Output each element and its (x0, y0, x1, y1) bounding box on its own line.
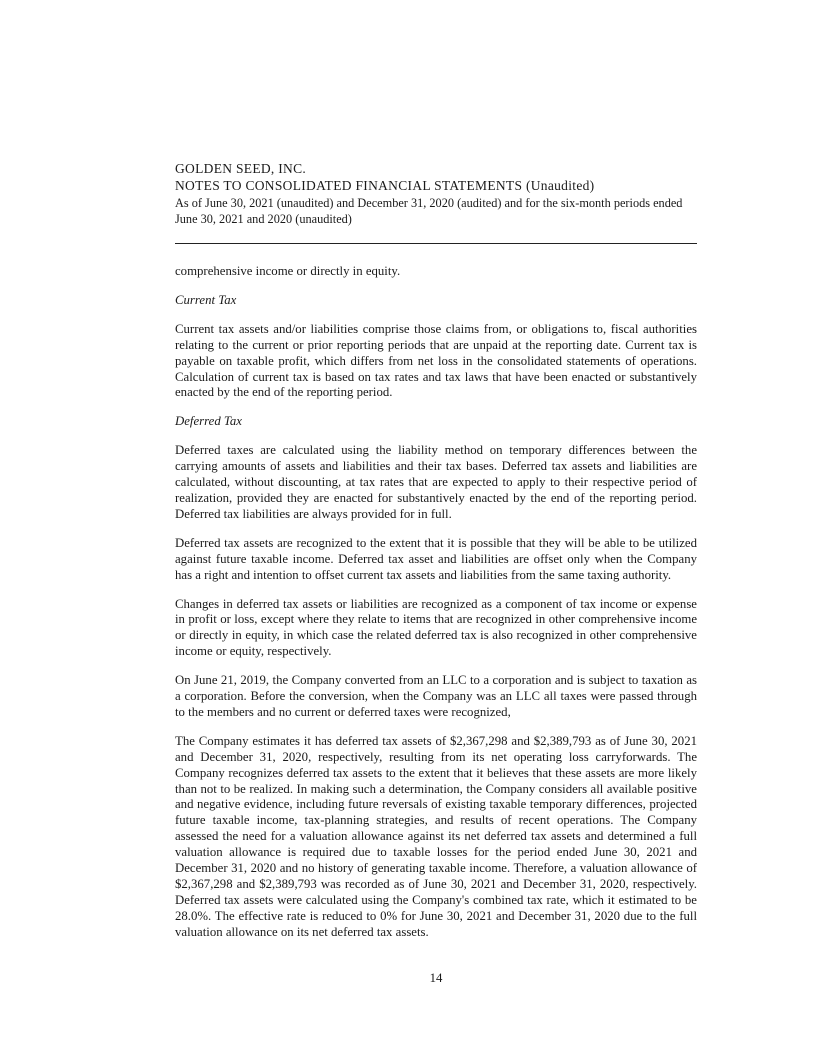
deferred-tax-paragraph-3: Changes in deferred tax assets or liabilities are recognized as a component of tax income or expense in profit or loss, except where they relate to items that are recognized in other comprehensive income or directly in equity, in which case the related deferred tax is also recognized in other comprehensive income or equity, respectively. (175, 596, 697, 659)
intro-paragraph: comprehensive income or directly in equity. (175, 264, 401, 278)
deferred-tax-paragraph-2: Deferred tax assets are recognized to the extent that it is possible that they will be able to be utilized against future taxable income. Deferred tax asset and liabilities are offset only when the Company has a right and intention to offset current tax assets and liabilities from the same taxing authority. (175, 535, 697, 582)
company-name: GOLDEN SEED, INC. (175, 161, 307, 176)
current-tax-paragraph: Current tax assets and/or liabilities comprise those claims from, or obligations to, fiscal authorities relating to the current or prior reporting periods that are unpaid at the reporting date. Current tax is payable on taxable profit, which differs from net loss in the consolidated statements of operations. Calculation of current tax is based on tax rates and tax laws that have been enacted or substantively enacted by the end of the reporting period. (175, 321, 697, 400)
document-body (175, 264, 697, 941)
deferred-tax-paragraph-5: The Company estimates it has deferred tax assets of $2,367,298 and $2,389,793 as of June 30, 2021 and December 31, 2020, respectively, resulting from its net operating loss carryforwards. The Company recognizes deferred tax assets to the extent that it believes that these assets are more likely than not to be realized. In making such a determination, the Company considers all available positive and negative evidence, including future reversals of existing taxable temporary differences, projected future taxable income, tax-planning strategies, and results of recent operations. The Company assessed the need for a valuation allowance against its net deferred tax assets and determined a full valuation allowance is required due to taxable losses for the period ended June 30, 2021 and December 31, 2020 and no history of generating taxable income. Therefore, a valuation allowance of $2,367,298 and $2,389,793 was recorded as of June 30, 2021 and December 31, 2020, respectively. Deferred tax assets were calculated using the Company's combined tax rate, which it estimated to be 28.0%. The effective rate is reduced to 0% for June 30, 2021 and December 31, 2020 due to the full valuation allowance on its net deferred tax assets. (175, 733, 697, 939)
document-content (175, 160, 697, 986)
document-title: NOTES TO CONSOLIDATED FINANCIAL STATEMENTS (Unaudited) (175, 178, 595, 193)
page-number: 14 (429, 970, 443, 985)
document-header (175, 160, 697, 244)
section-heading-current-tax: Current Tax (175, 292, 237, 307)
document-subtitle: As of June 30, 2021 (unaudited) and December 31, 2020 (audited) and for the six-month periods ended June 30, 2021 and 2020 (unaudited) (175, 196, 683, 226)
deferred-tax-paragraph-4: On June 21, 2019, the Company converted from an LLC to a corporation and is subject to taxation as a corporation. Before the conversion, when the Company was an LLC all taxes were passed through to the members and no current or deferred taxes were recognized, (175, 673, 697, 719)
deferred-tax-paragraph-1: Deferred taxes are calculated using the liability method on temporary differences between the carrying amounts of assets and liabilities and their tax bases. Deferred tax assets and liabilities are calculated, without discounting, at tax rates that are expected to apply to their respective period of realization, provided they are enacted for substantively enacted by the end of the reporting period. Deferred tax liabilities are always provided for in full. (175, 443, 697, 521)
header-rule (175, 243, 697, 244)
section-heading-deferred-tax: Deferred Tax (175, 414, 242, 429)
